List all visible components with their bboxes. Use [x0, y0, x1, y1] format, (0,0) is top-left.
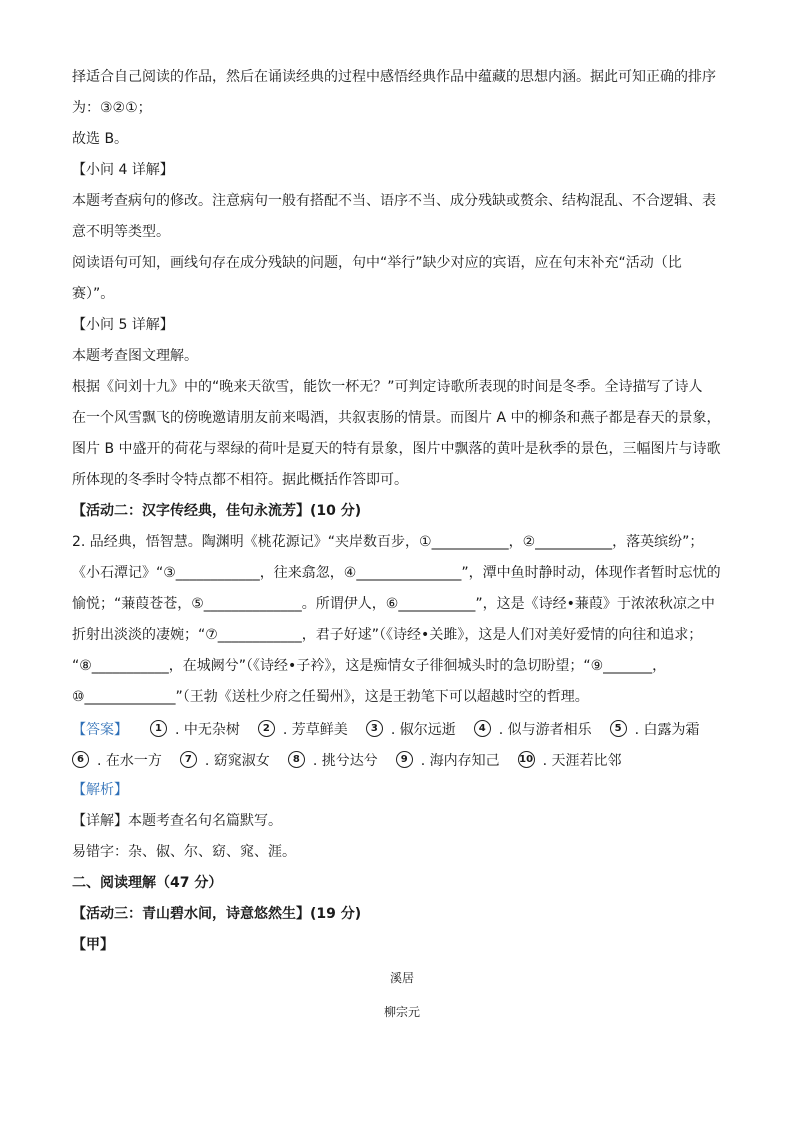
- answer-item: [258, 719, 348, 739]
- circled-number: 4: [474, 720, 491, 737]
- circled-number: 5: [610, 720, 627, 737]
- answer-text: . 天涯若比邻: [542, 752, 622, 769]
- answer-item: [366, 719, 456, 739]
- answer-row: [72, 713, 732, 744]
- question-line: “⑧___________，在城阙兮”（《诗经•子衿》，这是痴情女子徘徊城头时的急切盼望；“⑨_______，: [72, 658, 667, 674]
- part-heading: 二、阅读理解（47 分）: [72, 875, 223, 891]
- answer-text: . 挑兮达兮: [312, 752, 378, 769]
- answer-item: [288, 750, 378, 770]
- text-line: 易错字：杂、俶、尔、窈、窕、涯。: [72, 844, 296, 860]
- text-line: 【详解】本题考查名句名篇默写。: [72, 813, 282, 829]
- text-line: 根据《问刘十九》中的“晚来天欲雪，能饮一杯无？”可判定诗歌所表现的时间是冬季。全诗描写了诗人: [72, 379, 703, 395]
- answer-text: . 白露为霜: [634, 721, 700, 738]
- answer-item: [72, 750, 162, 770]
- circled-number: 8: [288, 751, 305, 768]
- activity-heading: 【活动三：青山碧水间，诗意悠然生】(19 分): [72, 906, 362, 922]
- answer-item: [474, 719, 592, 739]
- answer-item: [610, 719, 700, 739]
- circled-number: 1: [150, 720, 167, 737]
- section-heading: 【小问 4 详解】: [72, 162, 174, 178]
- answer-text: . 窈窕淑女: [204, 752, 270, 769]
- text-line: 本题考查病句的修改。注意病句一般有搭配不当、语序不当、成分残缺或赘余、结构混乱、不合逻辑、表: [72, 193, 716, 209]
- circled-number: 10: [518, 751, 535, 768]
- answer-text: . 海内存知己: [420, 752, 500, 769]
- text-line: 本题考查图文理解。: [72, 348, 198, 364]
- circled-number: 3: [366, 720, 383, 737]
- circled-number: 7: [180, 751, 197, 768]
- answer-row: [72, 744, 732, 775]
- text-line: 所体现的冬季时令特点都不相符。据此概括作答即可。: [72, 472, 408, 488]
- text-line: 图片 B 中盛开的荷花与翠绿的荷叶是夏天的特有景象，图片中飘落的黄叶是秋季的景色，三幅图片与诗歌: [72, 441, 721, 457]
- circled-number: 2: [258, 720, 275, 737]
- answer-item: [150, 719, 240, 739]
- answer-text: . 芳草鲜美: [282, 721, 348, 738]
- answer-item: [180, 750, 270, 770]
- text-line: 赛）”。: [72, 286, 115, 302]
- answer-text: . 似与游者相乐: [498, 721, 592, 738]
- answer-item: [518, 750, 622, 770]
- activity-heading: 【活动二：汉字传经典，佳句永流芳】(10 分): [72, 503, 362, 519]
- analysis-label: 【解析】: [72, 782, 128, 798]
- answer-text: . 中无杂树: [175, 721, 240, 738]
- answer-text: . 俶尔远逝: [390, 721, 456, 738]
- circled-number: 9: [396, 751, 413, 768]
- answer-item: [396, 750, 500, 770]
- poem-title: 溪居: [389, 971, 414, 985]
- text-line: 意不明等类型。: [72, 224, 170, 240]
- text-line: 阅读语句可知，画线句存在成分残缺的问题，句中“举行”缺少对应的宾语，应在句末补充“活动（比: [72, 255, 682, 271]
- passage-label: 【甲】: [72, 937, 114, 953]
- text-line: 为：③②①；: [72, 100, 152, 116]
- text-line: 择适合自己阅读的作品，然后在诵读经典的过程中感悟经典作品中蕴藏的思想内涵。据此可知正确的排序: [72, 69, 716, 85]
- question-line: 折射出淡淡的凄婉；“⑦____________，君子好逑”（《诗经•关雎》，这是人们对美好爱情的向往和追求；: [72, 627, 703, 643]
- poem-author: 柳宗元: [383, 1005, 420, 1019]
- text-line: 故选 B。: [72, 131, 129, 147]
- question-line: 2. 品经典，悟智慧。陶渊明《桃花源记》“夹岸数百步，①___________，②___________，落英缤纷”；: [72, 534, 704, 550]
- circled-number: 6: [72, 751, 89, 768]
- text-line: 在一个风雪飘飞的傍晚邀请朋友前来喝酒，共叙衷肠的情景。而图片 A 中的柳条和燕子都是春天的景象，: [72, 410, 721, 426]
- question-line: 愉悦；“蒹葭苍苍，⑤______________。所谓伊人，⑥___________”，这是《诗经•蒹葭》于浓浓秋凉之中: [72, 596, 715, 612]
- document-page: [72, 62, 732, 1029]
- question-line: 《小石潭记》“③____________，往来翕忽，④_______________”，潭中鱼时静时动，体现作者暂时忘忧的: [72, 565, 721, 581]
- answer-label: 【答案】: [72, 721, 128, 738]
- answer-text: . 在水一方: [97, 752, 162, 769]
- question-line: ⑩_____________”（王勃《送杜少府之任蜀州》，这是王勃笔下可以超越时空的哲理。: [72, 689, 589, 705]
- section-heading: 【小问 5 详解】: [72, 317, 174, 333]
